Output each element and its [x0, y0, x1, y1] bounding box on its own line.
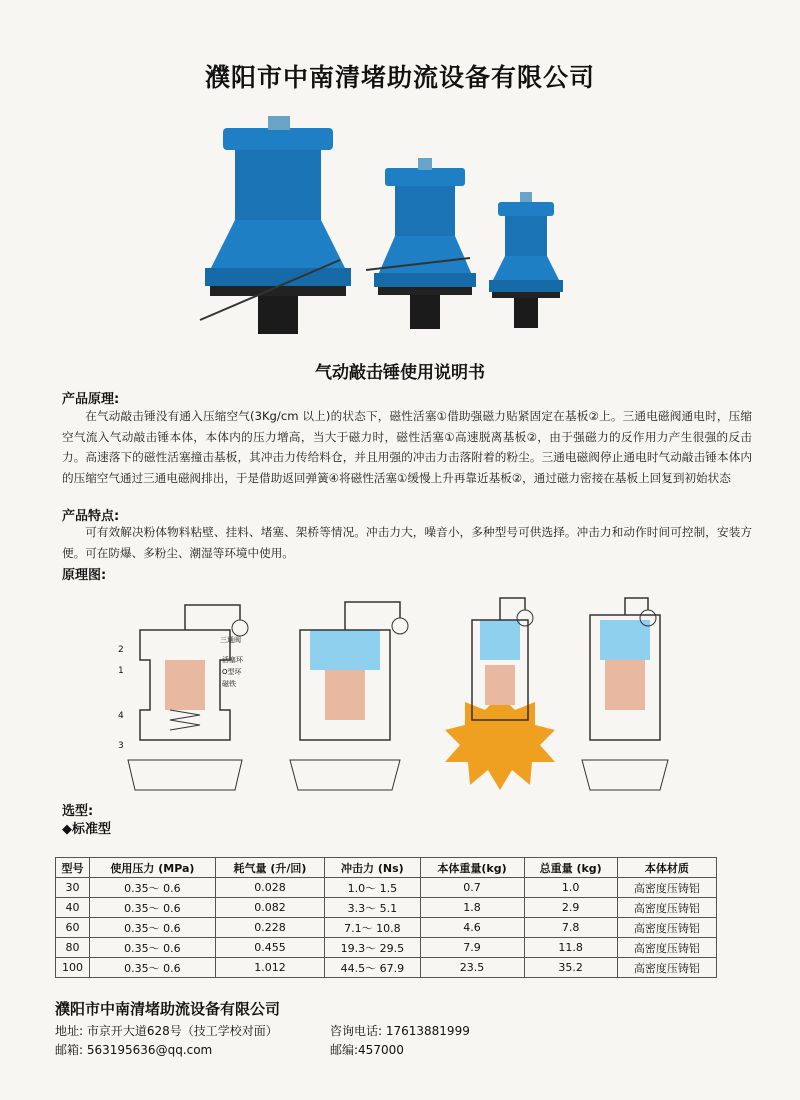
table-cell: 7.1～ 10.8 [325, 918, 420, 938]
table-cell: 3.3～ 5.1 [325, 898, 420, 918]
table-row [56, 878, 717, 898]
hammer-medium-image [366, 158, 476, 329]
table-row [56, 918, 717, 938]
table-cell: 100 [56, 958, 90, 978]
table-row [56, 938, 717, 958]
diagram-panel-1 [118, 605, 248, 790]
table-cell: 23.5 [420, 958, 524, 978]
table-cell: 35.2 [524, 958, 617, 978]
col-header-impact: 冲击力 (Ns) [325, 858, 420, 878]
table-cell: 0.35～ 0.6 [90, 958, 216, 978]
col-header-material: 本体材质 [617, 858, 716, 878]
principle-label: 产品原理: [62, 392, 120, 407]
document-title: 气动敲击锤使用说明书 [315, 363, 485, 383]
selection-label: 选型: [62, 804, 94, 819]
table-cell: 19.3～ 29.5 [325, 938, 420, 958]
table-cell: 高密度压铸铝 [617, 938, 716, 958]
table-cell: 11.8 [524, 938, 617, 958]
table-cell: 4.6 [420, 918, 524, 938]
principle-text: 在气动敲击锤没有通入压缩空气(3Kg/cm 以上)的状态下，磁性活塞①借助强磁力贴紧固定在基板②上。三通电磁阀通电时，压缩空气流入气动敲击锤本体，本体内的压力增高，当大于磁力时，磁性活塞①高速脱离基板②，由于强磁力的反作用力产生很强的反击力。高速落下的磁性活塞撞击基板，其冲击力传给料仓，并且用强的冲击力击落附着的粉尘。三通电磁阀停止通电时气动敲击锤本体内的压缩空气通过三通电磁阀排出，于是借助返回弹簧④将磁性活塞①缓慢上升再靠近基板②，通过磁力密接在基板上回复到初始状态 [62, 409, 752, 485]
table-cell: 44.5～ 67.9 [325, 958, 420, 978]
table-cell: 0.35～ 0.6 [90, 878, 216, 898]
features-text: 可有效解决粉体物料粘壁、挂料、堵塞、架桥等情况。冲击力大，噪音小，多种型号可供选择。冲击力和动作时间可控制，安装方便。可在防爆、多粉尘、潮湿等环境中使用。 [62, 525, 752, 560]
principle-diagram [100, 590, 700, 800]
table-cell: 40 [56, 898, 90, 918]
diagram-label: 原理图: [62, 568, 107, 583]
hammer-small-image [489, 192, 563, 328]
diagram-panel-2 [290, 602, 408, 790]
footer-company-name: 濮阳市中南清堵助流设备有限公司 [55, 1000, 281, 1018]
col-header-body-weight: 本体重量(kg) [420, 858, 524, 878]
table-cell: 0.082 [215, 898, 324, 918]
table-cell: 0.455 [215, 938, 324, 958]
table-cell: 0.028 [215, 878, 324, 898]
table-cell: 1.0～ 1.5 [325, 878, 420, 898]
col-header-pressure: 使用压力 (MPa) [90, 858, 216, 878]
diagram-number-1: 1 [118, 666, 124, 676]
table-row [56, 958, 717, 978]
col-header-air-consumption: 耗气量 (升/回) [215, 858, 324, 878]
diagram-part-magnet: 磁铁 [222, 680, 236, 688]
standard-type-label: ◆标准型 [62, 822, 111, 837]
diagram-number-2: 2 [118, 645, 124, 655]
hammer-large-image [200, 116, 351, 334]
table-cell: 0.35～ 0.6 [90, 938, 216, 958]
footer-postcode: 邮编:457000 [330, 1043, 404, 1057]
table-cell: 60 [56, 918, 90, 938]
table-cell: 高密度压铸铝 [617, 918, 716, 938]
table-cell: 0.228 [215, 918, 324, 938]
table-cell: 30 [56, 878, 90, 898]
table-cell: 80 [56, 938, 90, 958]
table-cell: 0.35～ 0.6 [90, 918, 216, 938]
col-header-total-weight: 总重量 (kg) [524, 858, 617, 878]
table-cell: 1.8 [420, 898, 524, 918]
table-cell: 0.35～ 0.6 [90, 898, 216, 918]
table-cell: 1.0 [524, 878, 617, 898]
table-cell: 7.8 [524, 918, 617, 938]
table-cell: 2.9 [524, 898, 617, 918]
table-cell: 0.7 [420, 878, 524, 898]
diagram-panel-3 [445, 598, 555, 790]
product-photo [180, 110, 600, 350]
diagram-part-valve: 三通阀 [220, 636, 241, 644]
diagram-number-3: 3 [118, 741, 124, 751]
company-title: 濮阳市中南清堵助流设备有限公司 [204, 63, 595, 92]
table-cell: 高密度压铸铝 [617, 878, 716, 898]
table-cell: 高密度压铸铝 [617, 958, 716, 978]
diagram-part-oring: O型环 [222, 668, 242, 676]
spec-table [55, 857, 717, 978]
footer-email: 邮箱: 563195636@qq.com [55, 1043, 213, 1057]
table-cell: 高密度压铸铝 [617, 898, 716, 918]
features-label: 产品特点: [62, 509, 120, 524]
diagram-panel-4 [582, 598, 668, 790]
diagram-part-ring: 活塞环 [222, 656, 243, 664]
table-row [56, 898, 717, 918]
spec-table-header-row [56, 858, 717, 878]
table-cell: 1.012 [215, 958, 324, 978]
footer-address: 地址: 市京开大道628号（技工学校对面） [55, 1024, 278, 1038]
diagram-number-4: 4 [118, 711, 124, 721]
footer-phone: 咨询电话: 17613881999 [330, 1024, 470, 1038]
col-header-model: 型号 [56, 858, 90, 878]
table-cell: 7.9 [420, 938, 524, 958]
